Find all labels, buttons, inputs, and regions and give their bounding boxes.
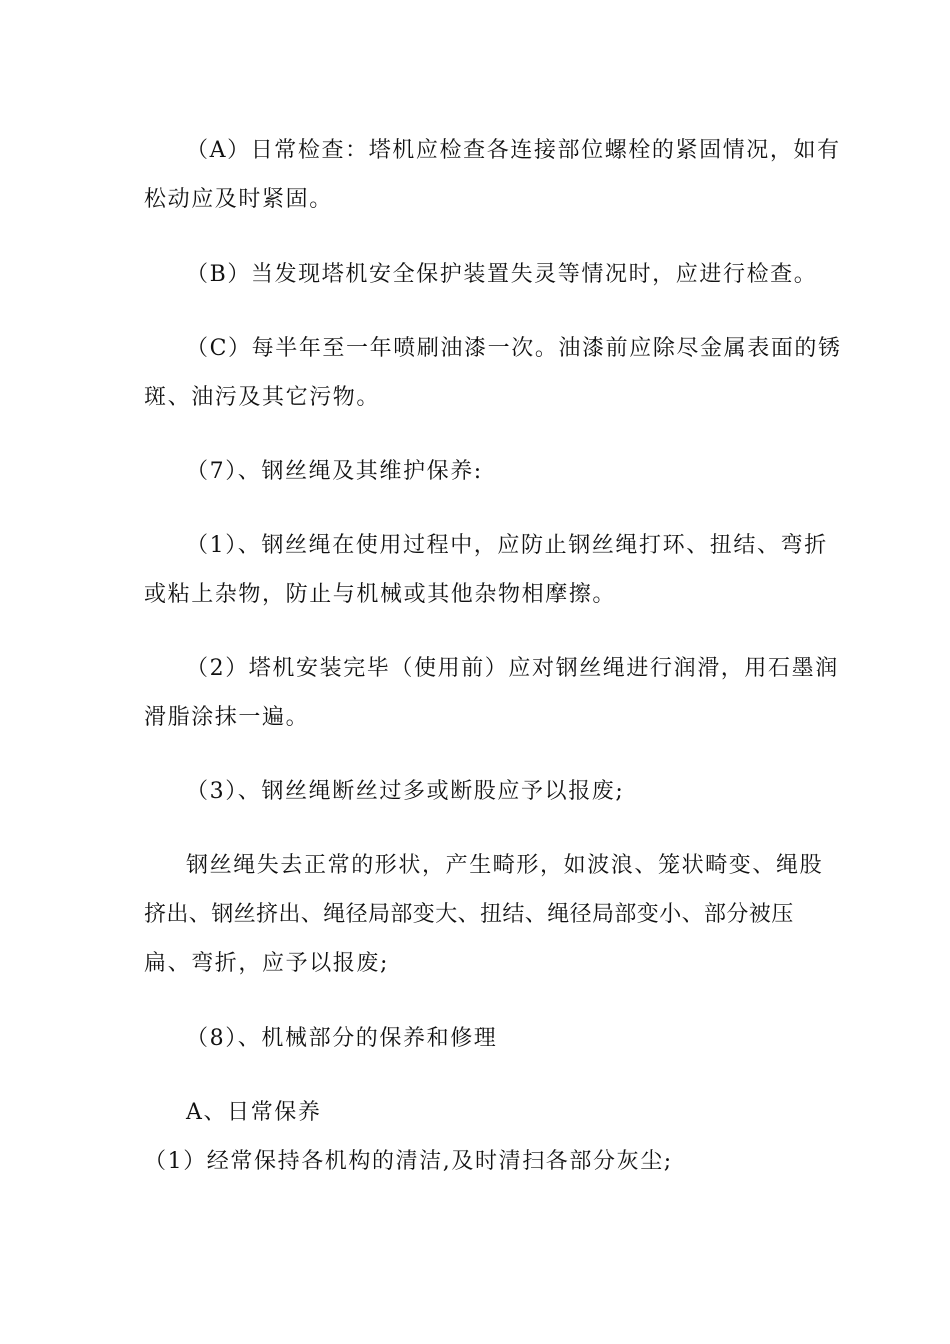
paragraph-a-line-2: 松动应及时紧固。 (144, 187, 333, 212)
daily-maintenance-heading: A、日常保养 (186, 1100, 322, 1125)
item-3-line-1: （3）、钢丝绳断丝过多或断股应予以报废; (186, 779, 625, 804)
paragraph-b-line-1: （B）当发现塔机安全保护装置失灵等情况时，应进行检查。 (186, 262, 818, 287)
section-8-heading: （8）、机械部分的保养和修理 (186, 1026, 498, 1051)
item-2-line-1: （2）塔机安装完毕（使用前）应对钢丝绳进行润滑，用石墨润 (186, 656, 839, 681)
section-7-heading: （7）、钢丝绳及其维护保养: (186, 459, 483, 484)
item-1-line-2: 或粘上杂物，防止与机械或其他杂物相摩擦。 (144, 582, 617, 607)
paragraph-c-line-2: 斑、油污及其它污物。 (144, 385, 381, 410)
maintenance-item-1: （1）经常保持各机构的清洁,及时清扫各部分灰尘; (144, 1149, 673, 1174)
paragraph-c-line-1: （C）每半年至一年喷刷油漆一次。油漆前应除尽金属表面的锈 (186, 336, 842, 361)
item-1-line-1: （1）、钢丝绳在使用过程中，应防止钢丝绳打环、扭结、弯折 (186, 533, 828, 558)
item-2-line-2: 滑脂涂抹一遍。 (144, 705, 310, 730)
paragraph-a-line-1: （A）日常检查：塔机应检查各连接部位螺栓的紧固情况，如有 (186, 138, 841, 163)
scrap-paragraph-line-1: 钢丝绳失去正常的形状，产生畸形，如波浪、笼状畸变、绳股 (186, 853, 824, 878)
scrap-paragraph-line-3: 扁、弯折，应予以报废; (144, 951, 390, 976)
scrap-paragraph-line-2: 挤出、钢丝挤出、绳径局部变大、扭结、绳径局部变小、部分被压 (144, 902, 794, 927)
